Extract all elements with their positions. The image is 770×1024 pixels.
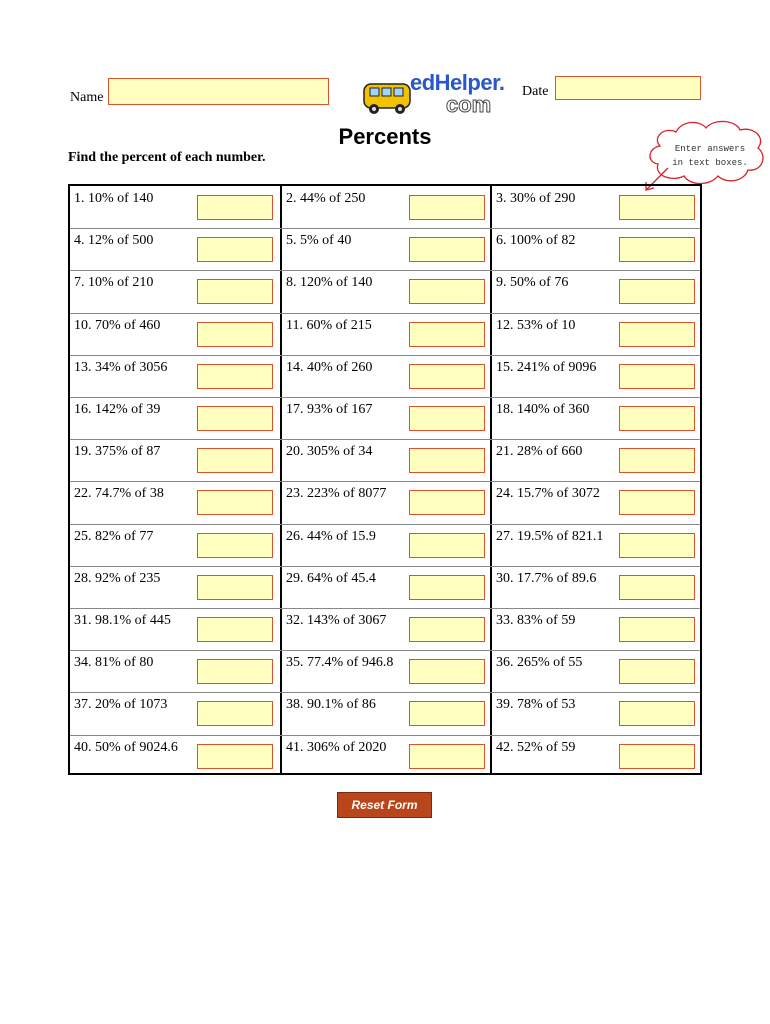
answer-field[interactable] <box>197 617 273 642</box>
answer-field[interactable] <box>409 533 485 558</box>
answer-field[interactable] <box>619 533 695 558</box>
problem-cell <box>492 186 701 228</box>
problem-text: 1. 10% of 140 <box>74 191 154 206</box>
answer-field[interactable] <box>197 364 273 389</box>
problem-text: 13. 34% of 3056 <box>74 359 168 375</box>
problem-text: 37. 20% of 1073 <box>74 697 168 713</box>
answer-field[interactable] <box>197 322 273 347</box>
problem-text: 28. 92% of 235 <box>74 570 161 586</box>
problem-cell <box>282 439 491 481</box>
problem-text: 18. 140% of 360 <box>496 402 590 417</box>
answer-field[interactable] <box>197 744 273 769</box>
problem-cell <box>70 735 279 777</box>
answer-field[interactable] <box>197 490 273 515</box>
logo-text-top: edHelper. <box>410 70 505 95</box>
problem-text: 35. 77.4% of 946.8 <box>286 655 394 671</box>
logo-text-bottom: com <box>446 92 492 117</box>
problem-text: 36. 265% of 55 <box>496 655 583 671</box>
problem-text: 5. 5% of 40 <box>286 233 352 249</box>
answer-field[interactable] <box>197 279 273 304</box>
problem-cell <box>492 228 701 270</box>
problem-text: 34. 81% of 80 <box>74 655 154 671</box>
problem-cell <box>282 608 491 650</box>
name-label: Name <box>70 90 104 105</box>
problem-cell <box>70 481 279 523</box>
answer-field[interactable] <box>197 406 273 431</box>
problem-cell <box>282 270 491 312</box>
answer-field[interactable] <box>619 279 695 304</box>
answer-field[interactable] <box>197 237 273 262</box>
problem-cell <box>492 313 701 355</box>
problem-cell <box>282 735 491 777</box>
answer-field[interactable] <box>619 195 695 220</box>
problem-text: 27. 19.5% of 821.1 <box>496 528 604 544</box>
answer-field[interactable] <box>409 448 485 473</box>
answer-field[interactable] <box>619 406 695 431</box>
answer-field[interactable] <box>409 237 485 262</box>
problem-cell <box>70 524 279 566</box>
problem-cell <box>492 566 701 608</box>
problem-cell <box>492 355 701 397</box>
answer-field[interactable] <box>409 490 485 515</box>
answer-field[interactable] <box>197 533 273 558</box>
problem-text: 15. 241% of 9096 <box>496 359 597 375</box>
problem-cell <box>70 650 279 692</box>
problem-text: 42. 52% of 59 <box>496 739 576 755</box>
problem-text: 8. 120% of 140 <box>286 275 373 291</box>
problem-cell <box>492 692 701 734</box>
answer-field[interactable] <box>409 744 485 769</box>
problem-cell <box>492 650 701 692</box>
problem-cell <box>70 397 279 439</box>
answer-field[interactable] <box>409 195 485 220</box>
problem-text: 40. 50% of 9024.6 <box>74 739 178 755</box>
problem-cell <box>282 228 491 270</box>
problem-cell <box>282 186 491 228</box>
problem-text: 20. 305% of 34 <box>286 444 373 460</box>
problem-text: 16. 142% of 39 <box>74 402 161 417</box>
callout-text <box>660 142 760 170</box>
problem-text: 4. 12% of 500 <box>74 233 154 249</box>
answer-field[interactable] <box>619 744 695 769</box>
answer-field[interactable] <box>409 322 485 347</box>
problem-cell <box>70 566 279 608</box>
problem-cell <box>70 186 279 228</box>
problem-text: 11. 60% of 215 <box>286 317 372 333</box>
problem-text: 33. 83% of 59 <box>496 613 576 628</box>
problem-text: 6. 100% of 82 <box>496 233 576 249</box>
reset-form-button[interactable]: Reset Form <box>337 792 432 818</box>
problem-cell <box>282 566 491 608</box>
problem-text: 19. 375% of 87 <box>74 444 161 460</box>
problem-text: 29. 64% of 45.4 <box>286 570 376 586</box>
answer-field[interactable] <box>619 659 695 684</box>
answer-field[interactable] <box>619 448 695 473</box>
problem-cell <box>492 608 701 650</box>
answer-field[interactable] <box>619 237 695 262</box>
callout-line-1: Enter answers <box>674 144 746 154</box>
problem-cell <box>282 524 491 566</box>
problem-text: 26. 44% of 15.9 <box>286 528 376 544</box>
problem-text: 12. 53% of 10 <box>496 317 576 333</box>
problem-cell <box>492 524 701 566</box>
problem-text: 10. 70% of 460 <box>74 317 161 333</box>
problem-text: 3. 30% of 290 <box>496 191 576 206</box>
answer-field[interactable] <box>619 322 695 347</box>
date-label: Date <box>522 84 549 99</box>
problem-cell <box>492 270 701 312</box>
answer-field[interactable] <box>619 490 695 515</box>
page-title: Percents <box>338 124 432 149</box>
problem-cell <box>70 313 279 355</box>
callout-line-2: in text boxes. <box>672 158 748 168</box>
problem-text: 39. 78% of 53 <box>496 697 576 713</box>
answer-field[interactable] <box>197 195 273 220</box>
problem-cell <box>492 439 701 481</box>
instruction-text: Find the percent of each number. <box>68 150 266 165</box>
problem-cell <box>282 313 491 355</box>
problem-cell <box>282 397 491 439</box>
answer-field[interactable] <box>197 575 273 600</box>
problem-text: 23. 223% of 8077 <box>286 486 387 502</box>
problem-cell <box>282 481 491 523</box>
answer-field[interactable] <box>197 659 273 684</box>
problem-cell <box>70 439 279 481</box>
answer-field[interactable] <box>409 617 485 642</box>
problem-text: 2. 44% of 250 <box>286 191 366 206</box>
answer-field[interactable] <box>409 279 485 304</box>
problem-cell <box>282 650 491 692</box>
problem-text: 38. 90.1% of 86 <box>286 697 376 713</box>
problem-cell <box>492 481 701 523</box>
date-field[interactable] <box>555 76 701 100</box>
problem-text: 24. 15.7% of 3072 <box>496 486 600 502</box>
problem-cell <box>70 355 279 397</box>
answer-field[interactable] <box>409 701 485 726</box>
answer-field[interactable] <box>197 448 273 473</box>
answer-field[interactable] <box>409 659 485 684</box>
answer-field[interactable] <box>619 701 695 726</box>
problem-text: 41. 306% of 2020 <box>286 739 387 755</box>
problem-cell <box>70 270 279 312</box>
problem-text: 14. 40% of 260 <box>286 359 373 375</box>
problem-text: 30. 17.7% of 89.6 <box>496 570 597 586</box>
problem-text: 32. 143% of 3067 <box>286 613 387 628</box>
problem-text: 21. 28% of 660 <box>496 444 583 460</box>
problem-text: 25. 82% of 77 <box>74 528 154 544</box>
answer-field[interactable] <box>409 406 485 431</box>
problem-cell <box>282 355 491 397</box>
problem-text: 7. 10% of 210 <box>74 275 154 291</box>
problem-text: 17. 93% of 167 <box>286 402 373 417</box>
problem-text: 31. 98.1% of 445 <box>74 613 171 628</box>
problem-cell <box>70 692 279 734</box>
problem-text: 22. 74.7% of 38 <box>74 486 164 502</box>
answer-field[interactable] <box>197 701 273 726</box>
answer-field[interactable] <box>619 575 695 600</box>
problem-cell <box>70 608 279 650</box>
problem-cell <box>282 692 491 734</box>
problem-cell <box>70 228 279 270</box>
answer-field[interactable] <box>409 575 485 600</box>
answer-field[interactable] <box>409 364 485 389</box>
problem-grid <box>68 184 702 775</box>
problem-cell <box>492 397 701 439</box>
problem-cell <box>492 735 701 777</box>
problem-text: 9. 50% of 76 <box>496 275 569 291</box>
answer-field[interactable] <box>619 364 695 389</box>
name-field[interactable] <box>108 78 329 105</box>
answer-field[interactable] <box>619 617 695 642</box>
